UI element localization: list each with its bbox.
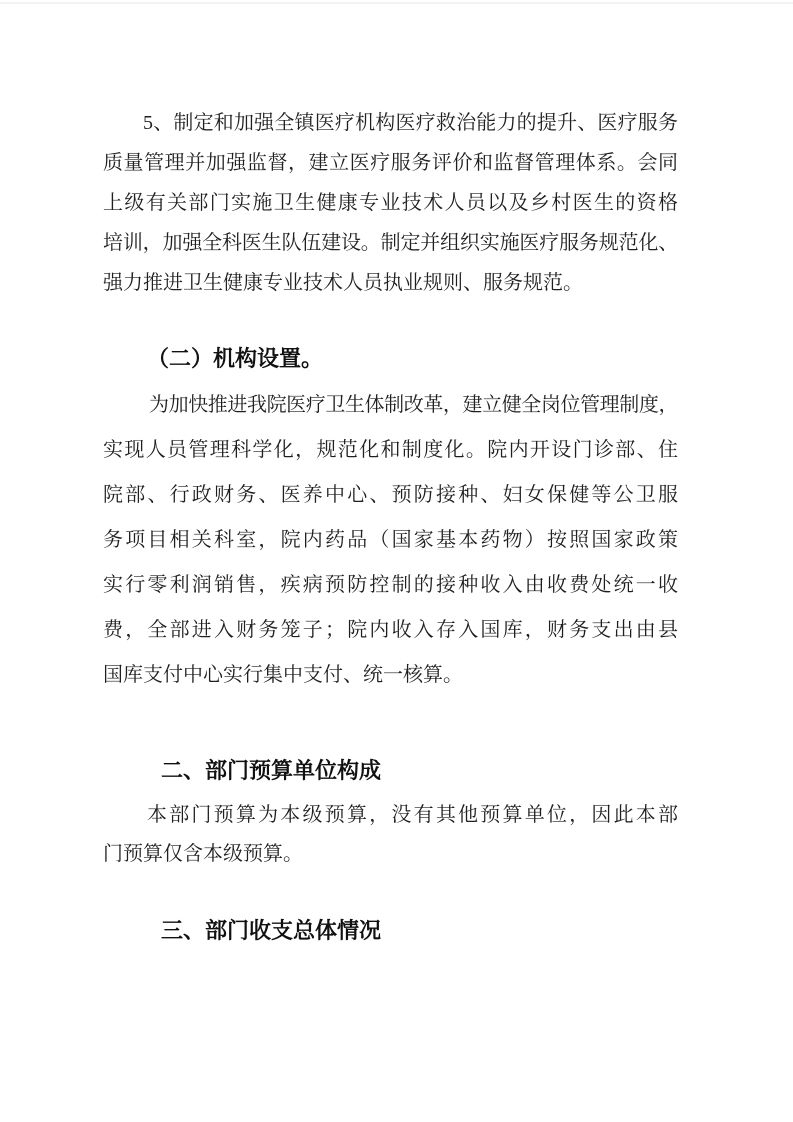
heading-organization-setup: （二）机构设置。: [147, 346, 324, 371]
text-line: 门预算仅含本级预算。: [103, 843, 303, 865]
paragraph-organization-setup-detail: [103, 383, 678, 698]
text-line: 培训，加强全科医生队伍建设。制定并组织实施医疗服务规范化、: [103, 232, 678, 254]
text-line: 实行零利润销售，疾病预防控制的接种收入由收费处统一收: [103, 574, 678, 596]
text-line: 费，全部进入财务笼子；院内收入存入国库，财务支出由县: [103, 619, 678, 641]
text-line: 国库支付中心实行集中支付、统一核算。: [103, 664, 463, 686]
paragraph-medical-service-duties: [103, 103, 678, 303]
heading-budget-unit-composition: 二、部门预算单位构成: [161, 758, 382, 783]
text-line: 实现人员管理科学化，规范化和制度化。院内开设门诊部、住: [103, 439, 678, 461]
text-line: 本部门预算为本级预算，没有其他预算单位，因此本部: [147, 804, 678, 826]
text-line: 院部、行政财务、医养中心、预防接种、妇女保健等公卫服: [103, 484, 678, 506]
text-line: 强力推进卫生健康专业技术人员执业规则、服务规范。: [103, 272, 583, 294]
text-line: 为加快推进我院医疗卫生体制改革，建立健全岗位管理制度，: [149, 394, 678, 416]
text-line: 务项目相关科室，院内药品（国家基本药物）按照国家政策: [103, 529, 678, 551]
heading-revenue-expenditure-overview: 三、部门收支总体情况: [161, 918, 382, 943]
text-line: 质量管理并加强监督，建立医疗服务评价和监督管理体系。会同: [103, 152, 678, 174]
text-line: 上级有关部门实施卫生健康专业技术人员以及乡村医生的资格: [103, 192, 678, 214]
paragraph-budget-unit-detail: [103, 796, 678, 874]
page-top-edge-line: [0, 2, 793, 4]
text-line: 5、制定和加强全镇医疗机构医疗救治能力的提升、医疗服务: [143, 112, 678, 134]
